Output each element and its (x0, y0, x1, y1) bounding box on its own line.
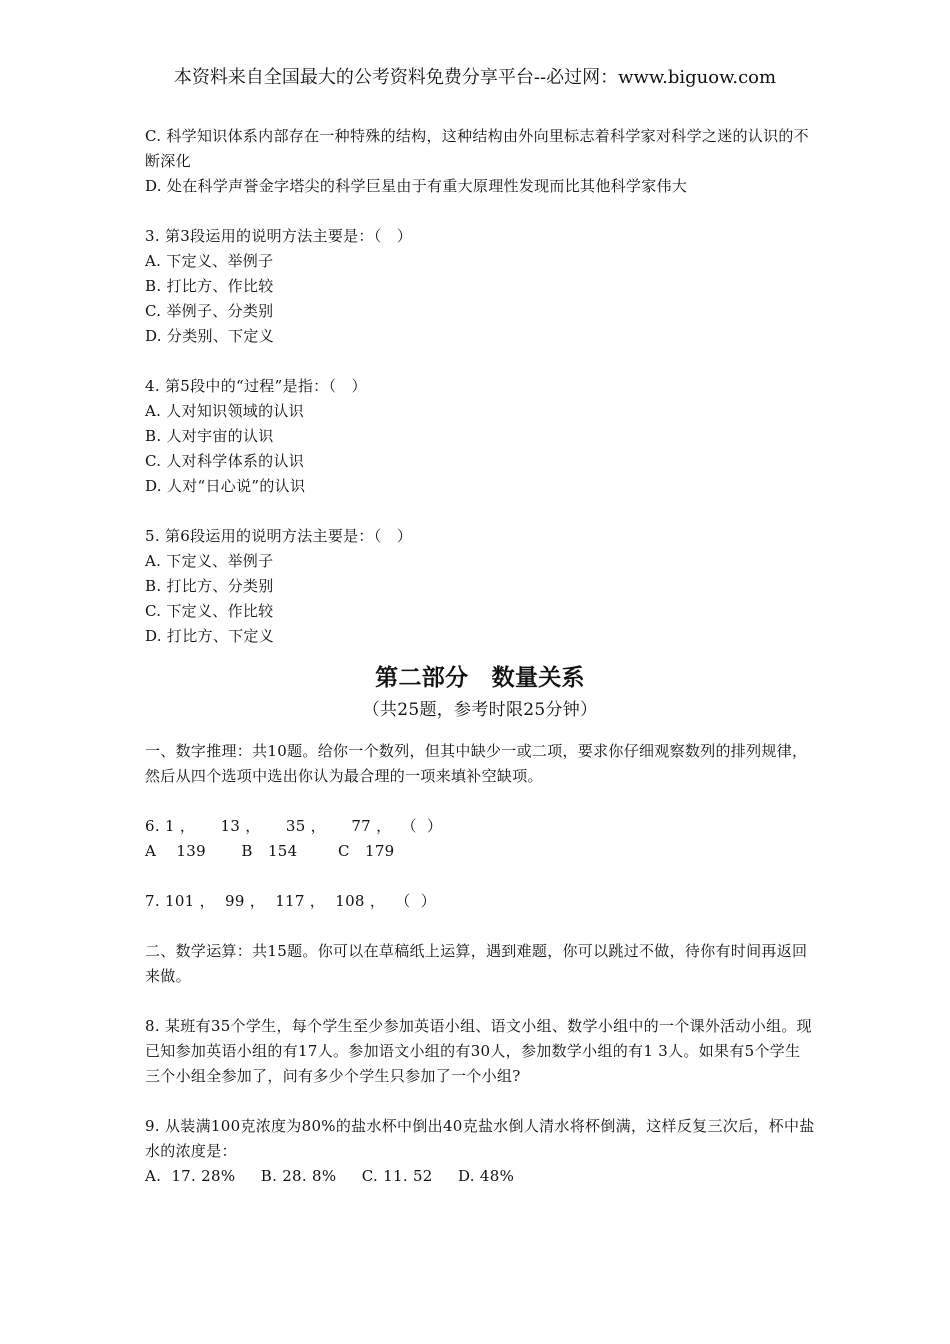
q2-option-d: D. 处在科学声誉金字塔尖的科学巨星由于有重大原理性发现而比其他科学家伟大 (145, 177, 688, 195)
q6-stem: 6. 1 ， 13 ， 35 ， 77 ， （ ） (145, 817, 443, 835)
q4-option-b: B. 人对宇宙的认识 (145, 427, 274, 445)
q9-options: A. 17. 28% B. 28. 8% C. 11. 52 D. 48% (145, 1167, 515, 1185)
section2-intro: 二、数学运算：共15题。你可以在草稿纸上运算，遇到难题，你可以跳过不做，待你有时间再返回来做。 (145, 942, 808, 985)
q7-stem: 7. 101 ， 99 ， 117 ， 108 ， （ ） (145, 892, 437, 910)
q3-option-c: C. 举例子、分类别 (145, 302, 274, 320)
q5-stem: 5. 第6段运用的说明方法主要是：（ ） (145, 527, 413, 545)
q4-option-d: D. 人对“日心说”的认识 (145, 477, 306, 495)
page-content (145, 124, 815, 1189)
q5-option-a: A. 下定义、举例子 (145, 552, 274, 570)
section1-intro: 一、数字推理：共10题。给你一个数列，但其中缺少一或二项，要求你仔细观察数列的排列规律，然后从四个选项中选出你认为最合理的一项来填补空缺项。 (145, 742, 808, 785)
q5-option-c: C. 下定义、作比较 (145, 602, 274, 620)
q3-option-d: D. 分类别、下定义 (145, 327, 275, 345)
q5-option-d: D. 打比方、下定义 (145, 627, 275, 645)
q3-option-b: B. 打比方、作比较 (145, 277, 274, 295)
q8-stem: 8. 某班有35个学生，每个学生至少参加英语小组、语文小组、数学小组中的一个课外活动小组。现已知参加英语小组的有17人。参加语文小组的有30人，参加数学小组的有1 3人。如果有5个学生三个小组全参加了，问有多少个学生只参加了一个小组? (145, 1017, 812, 1085)
q2-option-c: C. 科学知识体系内部存在一种特殊的结构，这种结构由外向里标志着科学家对科学之迷的认识的不断深化 (145, 127, 809, 170)
q9-stem: 9. 从装满100克浓度为80%的盐水杯中倒出40克盐水倒人清水将杯倒满，这样反复三次后，杯中盐水的浓度是： (145, 1117, 815, 1160)
q3-stem: 3. 第3段运用的说明方法主要是：（ ） (145, 227, 413, 245)
q6-options: A 139 B 154 C 179 (145, 842, 395, 860)
q5-option-b: B. 打比方、分类别 (145, 577, 274, 595)
part2-title: 第二部分 数量关系 (375, 665, 585, 691)
q4-option-c: C. 人对科学体系的认识 (145, 452, 305, 470)
q4-stem: 4. 第5段中的“过程”是指：（ ） (145, 377, 367, 395)
q4-option-a: A. 人对知识领域的认识 (145, 402, 304, 420)
q3-option-a: A. 下定义、举例子 (145, 252, 274, 270)
page-header: 本资料来自全国最大的公考资料免费分享平台--必过网：www.biguow.com (173, 67, 777, 88)
part2-subtitle: （共25题，参考时限25分钟） (362, 700, 598, 720)
